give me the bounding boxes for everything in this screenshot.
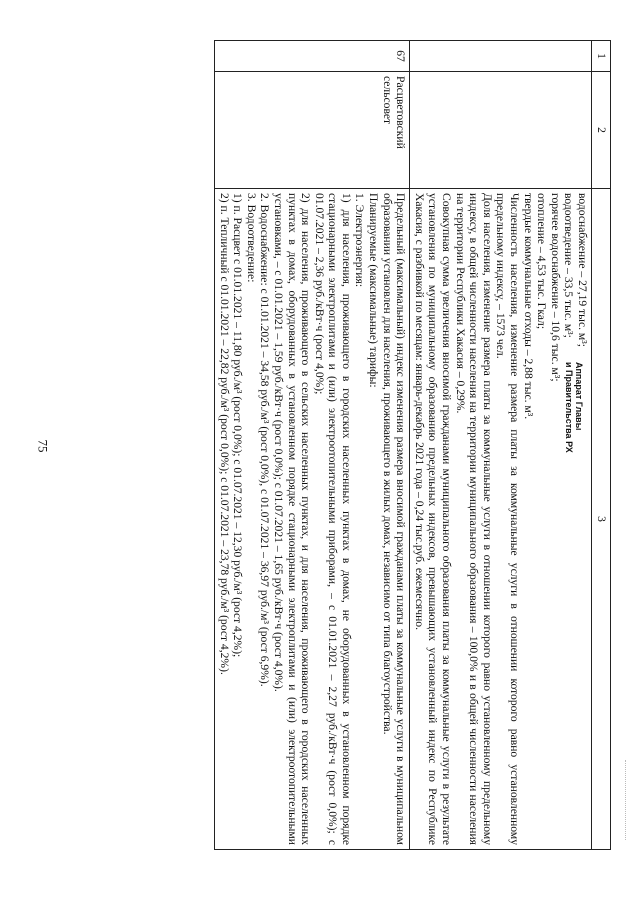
- office-stamp: [564, 362, 584, 512]
- text-line: 2. Водоснабжение: с 01.01.2021 – 34,58 руб./м³ (рост 0,0%), с 01.07.2021 – 36,97 руб./м³ (рост 6,9%).: [258, 193, 272, 687]
- text-line: Планируемые (максимальные) тарифы:: [367, 193, 381, 388]
- table-row: [214, 41, 409, 850]
- page-number: 75: [35, 439, 51, 453]
- text-line: 3. Водоотведение:: [244, 193, 258, 283]
- row-number: 67: [214, 41, 409, 72]
- text-line: твердые коммунальные отходы – 2,88 тыс. м³.: [521, 193, 535, 420]
- text-line: водоснабжение – 27,19 тыс. м³;: [576, 193, 589, 347]
- text-line: горячее водоснабжение – 10,6 тыс. м³;: [548, 193, 562, 382]
- header-row: [592, 41, 611, 850]
- header-col-3: 3: [592, 189, 611, 850]
- scan-edge-marks: [625, 760, 636, 840]
- stamp-line-1: Аппарат Главы: [574, 362, 584, 431]
- text-line: Доля населения, изменение размера платы за коммунальные услуги в отношении которого равно установленному предельному индексу, в общей численности населения на территории муниципального образования – 100,0% и в общей численности населения на территории Республики Хакасия – 0,29%.: [453, 193, 494, 845]
- text-line: 2) п. Тепличный с 01.01.2021 – 22,82 руб./м³ (рост 0,0%); с 01.07.2021 – 23,78 руб./м³ (рост 4,2%).: [217, 193, 231, 675]
- stamp-line-2: и Правительства РХ: [564, 362, 574, 453]
- row-description: [410, 189, 592, 850]
- rotated-table-container: [114, 40, 611, 850]
- header-col-1: 1: [592, 41, 611, 72]
- municipality-name: Расцветовский сельсовет: [214, 72, 409, 189]
- municipality-name: [410, 72, 592, 189]
- text-line: 2) для населения, проживающего в сельских населенных пунктах, и для населения, проживающего в городских населенных пунктах в домах, оборудованных в установленном порядке стационарными электроплитами и (или) электроотопительными установками, – с 01.01.2021 – 1,59 руб./кВт·ч (рост 0,0%); с 01.07.2021 – 1,65 руб./кВт·ч (рост 4,0%).: [271, 193, 313, 845]
- row-description: [214, 189, 409, 850]
- text-line: водоотведение – 33,5 тыс. м³;: [562, 193, 576, 338]
- text-line: Совокупная сумма увеличения вносимой гражданами муниципального образования платы за коммунальные услуги в результате установления по муниципальному образованию предельных индексов, превышающих установленный индекс по Республике Хакасия, с разбивкой по месяцам: январь-декабрь 2021 года – 0,24 тыс.руб. ежемесячно.: [412, 193, 454, 845]
- text-line: Предельный (максимальный) индекс изменения размера вносимой гражданами платы за коммунальные услуги в муниципальном образовании установлен для населения, проживающего в жилых домах, независимо от типа благоустройства.: [380, 193, 408, 845]
- tariff-table: [214, 40, 611, 850]
- text-line: 1. Электроэнергия:: [353, 193, 367, 288]
- text-line: Численность населения, изменение размера платы за коммунальные услуги в отношении которого равно установленному предельному индексу, – 1573 чел.: [494, 193, 522, 845]
- text-line: 1) для населения, проживающего в городских населенных пунктах в домах, не оборудованных в установленном порядке стационарными электроплитами и (или) электроотопительными приборами, – с 01.01.2021 – 2,27 руб./кВт·ч (рост 0,0%); с 01.07.2021 – 2,36 руб./кВт·ч (рост 4,0%);: [312, 193, 353, 845]
- text-line: 1) п. Расцвет с 01.01.2021 – 11,80 руб./м³ (рост 0,0%); с 01.07.2021 – 12,30 руб./м³ (рост 4,2%);: [231, 193, 245, 658]
- header-col-2: 2: [592, 72, 611, 189]
- text-line: отопление – 4,53 тыс. Гкал;: [535, 193, 549, 330]
- row-number: [410, 41, 592, 72]
